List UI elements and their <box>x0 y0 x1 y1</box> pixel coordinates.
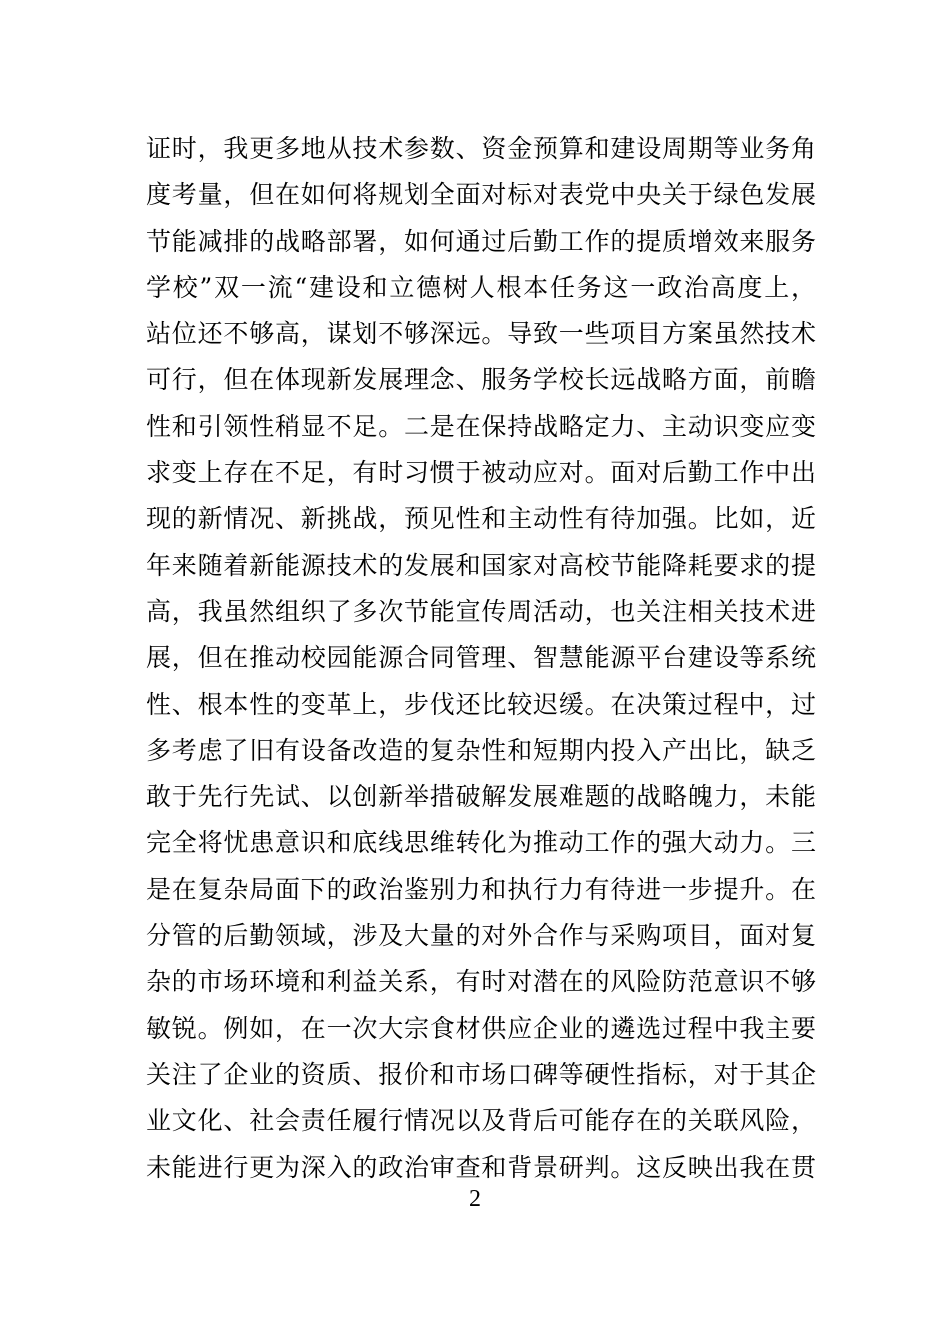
text-line-5: 站位还不够高，谋划不够深远。导致一些项目方案虽然技术 <box>146 319 816 349</box>
page-number: 2 <box>469 1186 481 1212</box>
text-line-3: 节能减排的战略部署，如何通过后勤工作的提质增效来服务 <box>146 226 816 256</box>
text-line-4: 学校”双一流“建设和立德树人根本任务这一政治高度上， <box>146 272 816 302</box>
text-line-6: 可行，但在体现新发展理念、服务学校长远战略方面，前瞻 <box>146 365 816 395</box>
text-line-10: 年来随着新能源技术的发展和国家对高校节能降耗要求的提 <box>146 550 816 580</box>
text-line-23: 未能进行更为深入的政治审查和背景研判。这反映出我在贯 <box>146 1152 816 1182</box>
text-line-12: 展，但在推动校园能源合同管理、智慧能源平台建设等系统 <box>146 643 816 673</box>
text-line-17: 是在复杂局面下的政治鉴别力和执行力有待进一步提升。在 <box>146 874 816 904</box>
text-line-9: 现的新情况、新挑战，预见性和主动性有待加强。比如，近 <box>146 504 816 534</box>
text-line-8: 求变上存在不足，有时习惯于被动应对。面对后勤工作中出 <box>146 458 816 488</box>
body-text <box>146 126 816 1191</box>
text-line-2: 度考量，但在如何将规划全面对标对表党中央关于绿色发展 <box>146 180 816 210</box>
text-line-21: 关注了企业的资质、报价和市场口碑等硬性指标，对于其企 <box>146 1059 816 1089</box>
text-line-15: 敢于先行先试、以创新举措破解发展难题的战略魄力，未能 <box>146 782 816 812</box>
text-line-1: 证时，我更多地从技术参数、资金预算和建设周期等业务角 <box>146 134 816 163</box>
text-line-20: 敏锐。例如，在一次大宗食材供应企业的遴选过程中我主要 <box>146 1013 816 1043</box>
text-line-13: 性、根本性的变革上，步伐还比较迟缓。在决策过程中，过 <box>146 689 816 719</box>
text-line-16: 完全将忧患意识和底线思维转化为推动工作的强大动力。三 <box>146 828 816 858</box>
text-line-7: 性和引领性稍显不足。二是在保持战略定力、主动识变应变 <box>146 411 816 441</box>
text-line-11: 高，我虽然组织了多次节能宣传周活动，也关注相关技术进 <box>146 596 816 626</box>
text-line-18: 分管的后勤领域，涉及大量的对外合作与采购项目，面对复 <box>146 921 816 951</box>
text-line-22: 业文化、社会责任履行情况以及背后可能存在的关联风险， <box>146 1106 816 1136</box>
text-line-14: 多考虑了旧有设备改造的复杂性和短期内投入产出比，缺乏 <box>146 735 816 765</box>
text-line-19: 杂的市场环境和利益关系，有时对潜在的风险防范意识不够 <box>146 967 816 997</box>
